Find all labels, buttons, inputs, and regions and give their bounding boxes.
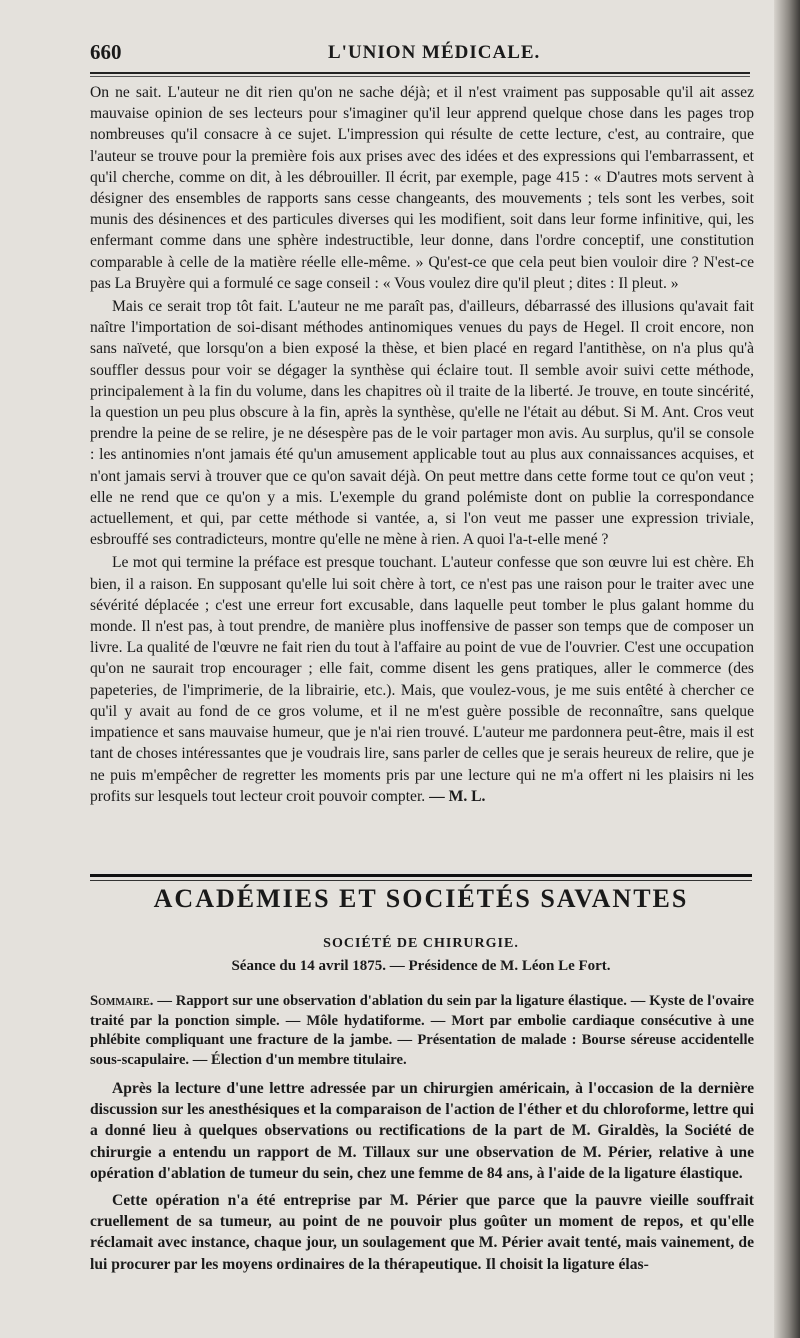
sommaire-text: — Rapport sur une observation d'ablation du sein par la ligature élastique. — Kyste de l'ovaire traité par la ponction simple. — Môle hydatiforme. — Mort par embolie cardiaque consécutive à une phlébite compliquant une fracture de la jambe. — Présentation de malade : Bourse séreuse accidentelle sous-scapulaire. — Élection d'un membre titulaire.	[90, 993, 755, 1068]
review-paragraph-3-text: Le mot qui termine la préface est presque touchant. L'auteur confesse que son œuvre lui est chère. Eh bien, il a raison. En supposant qu'elle lui soit chère à tort, ce n'est pas une raison pour le traiter avec une sévérité déplacée ; c'est une erreur fort excusable, dans laquelle peut tomber le plus galant homme du monde. Il n'est pas, à tout prendre, de manière plus inoffensive de passer son temps que de composer un livre. La qualité de l'œuvre ne fait rien du tout à l'affaire au point de vue de l'ouvrier. C'est une occupation qu'on ne saurait trop encourager ; elle fait, comme disent les gens pratiques, aller le commerce (des papeteries, de l'imprimerie, de la librairie, etc.). Mais, que voulez-vous, je me suis entêté à chercher ce qu'il y avait au fond de ce gros volume, et il ne m'est guère possible de reconnaître, sans quelque impatience et sans mauvaise humeur, que je n'ai rien trouvé. L'auteur me pardonnera peut-être, mais il est tant de choses intéressantes que je voudrais lire, sans parler de celles que je serais heureux de relire, que je ne puis m'empêcher de regretter les moments pris par une lecture qui ne m'a offert ni les plaisirs ni les profits sur lesquels tout lecteur croit pouvoir compter.	[90, 554, 754, 805]
sommaire-label: Sommaire.	[90, 993, 154, 1009]
review-paragraph-2: Mais ce serait trop tôt fait. L'auteur ne me paraît pas, d'ailleurs, débarrassé des illusions qu'avait fait naître l'importation de soi-disant méthodes antinomiques venues du pays de Hegel. Il croit encore, non sans naïveté, que lorsqu'on a bien exposé la thèse, et bien placé en regard l'antithèse, on n'a plus qu'à souffler dessus pour voir se dégager la synthèse qui éclaire tout. Il semble avoir suivi cette méthode, principalement à la fin du volume, dans les chapitres où il traite de la liberté. Je trouve, en toute sincérité, la question un peu plus obscure à la fin, après la synthèse, qu'elle ne l'était au début. Si M. Ant. Cros veut prendre la peine de se relire, je ne désespère pas de le voir partager mon avis. Au surplus, qu'il se console : les antinomies n'ont jamais été qu'un amusement applicable tout au plus aux connaissances acquises, et n'ont jamais servi à trouver que ce qu'on savait déjà. On peut mettre dans cette forme tout ce qu'on veut ; elle ne rend que ce qu'on y a mis. L'exemple du grand polémiste dont on publie la correspondance actuellement, et qui, par cette méthode si vantée, a, si l'on veut me passer une expression triviale, esbrouffé ses contradicteurs, montre qu'elle ne mène à rien. A quoi l'a-t-elle mené ?	[90, 298, 754, 549]
review-paragraph-3	[90, 552, 754, 806]
section-divider-thin	[90, 880, 752, 881]
running-head	[90, 34, 750, 68]
society-name: SOCIÉTÉ DE CHIRURGIE.	[323, 936, 519, 951]
book-review-text	[90, 82, 754, 807]
section-divider-thick	[90, 874, 752, 877]
society-report	[90, 1078, 754, 1275]
review-signature: — M. L.	[429, 787, 486, 805]
report-paragraph-2: Cette opération n'a été entreprise par M. Périer que parce que la pauvre vieille souffrait cruellement de sa tumeur, au point de ne pouvoir plus goûter un moment de repos, et qu'elle réclamait avec instance, chaque jour, un soulagement que M. Périer avait tenté, mais vainement, de lui procurer par les moyens ordinaires de la thérapeutique. Il choisit la ligature élas-	[90, 1192, 754, 1273]
report-paragraph-1: Après la lecture d'une lettre adressée par un chirurgien américain, à l'occasion de la dernière discussion sur les anesthésiques et la comparaison de l'action de l'éther et du chloroforme, lettre qui a donné lieu à quelques observations ou rectifications de la part de M. Giraldès, la Société de chirurgie a entendu un rapport de M. Tillaux sur une observation de M. Périer, relative à une opération d'ablation de tumeur du sein, chez une femme de 84 ans, à l'aide de la ligature élastique.	[90, 1080, 754, 1182]
page-number: 660	[90, 40, 122, 64]
section-title: ACADÉMIES ET SOCIÉTÉS SAVANTES	[153, 884, 689, 913]
page-edge-shadow	[774, 0, 800, 1338]
review-paragraph-1: On ne sait. L'auteur ne dit rien qu'on ne sache déjà; et il n'est vraiment pas supposable qu'il ait assez mauvaise opinion de ses lecteurs pour s'imaginer qu'il leur apprend quelque chose dans les pages trop nombreuses qu'il consacre à ce sujet. L'impression qui résulte de cette lecture, c'est, au contraire, que l'auteur se trouve pour la première fois aux prises avec des idées et des expressions qui l'embarrassent, et qu'il cherche, comme on dit, à les débrouiller. Il écrit, par exemple, page 415 : « D'autres mots servent à désigner des ensembles de rapports sans cesse changeants, des mouvements ; tels sont les verbes, soit munis des désinences et des particules diverses qui les modifient, soit dans leur forme infinitive, qui, les enfermant comme dans une sphère indestructible, leur donne, dans l'ordre conceptif, une constitution comparable à celle de la matière réelle elle-même. » Qu'est-ce que cela peut bien vouloir dire ? N'est-ce pas La Bruyère qui a formulé ce sage conseil : « Vous voulez dire qu'il pleut ; dites : Il pleut. »	[90, 84, 754, 292]
journal-title: L'UNION MÉDICALE.	[328, 42, 541, 63]
sommaire-block	[90, 992, 754, 1070]
header-rule	[90, 72, 750, 77]
seance-heading: Séance du 14 avril 1875. — Présidence de M. Léon Le Fort.	[231, 958, 611, 974]
